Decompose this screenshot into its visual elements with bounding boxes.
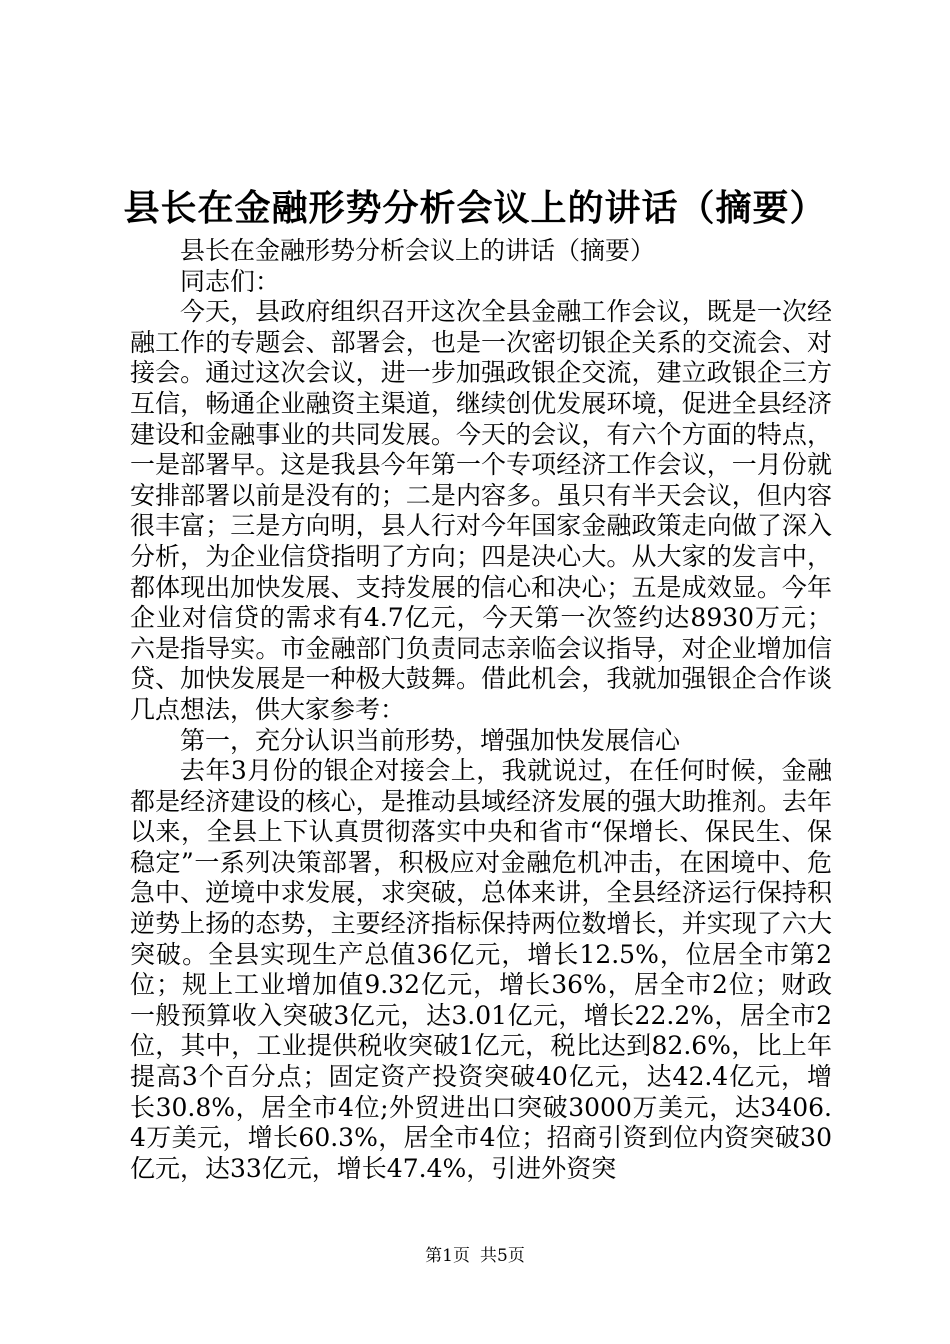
page-footer [0,1245,950,1267]
document-body [130,236,832,1184]
page-number: 第1页 [425,1246,470,1266]
body-paragraph: 今天，县政府组织召开这次全县金融工作会议，既是一次经融工作的专题会、部署会，也是一次密切银企关系的交流会、对接会。通过这次会议，进一步加强政银企交流，建立政银企三方互信，畅通企业融资主渠道，继续创优发展环境，促进全县经济建设和金融事业的共同发展。今天的会议，有六个方面的特点，一是部署早。这是我县今年第一个专项经济工作会议，一月份就安排部署以前是没有的；二是内容多。虽只有半天会议，但内容很丰富；三是方向明，县人行对今年国家金融政策走向做了深入分析，为企业信贷指明了方向；四是决心大。从大家的发言中，都体现出加快发展、支持发展的信心和决心；五是成效显。今年企业对信贷的需求有4.7亿元，今天第一次签约达8930万元；六是指导实。市金融部门负责同志亲临会议指导，对企业增加信贷、加快发展是一种极大鼓舞。借此机会，我就加强银企合作谈几点想法，供大家参考： [130,297,832,724]
page-total: 共5页 [480,1246,525,1266]
body-paragraph: 去年3月份的银企对接会上，我就说过，在任何时候，金融都是经济建设的核心，是推动县域经济发展的强大助推剂。去年以来，全县上下认真贯彻落实中央和省市“保增长、保民生、保稳定”一系列决策部署，积极应对金融危机冲击，在困境中、危急中、逆境中求发展，求突破，总体来讲，全县经济运行保持积逆势上扬的态势，主要经济指标保持两位数增长，并实现了六大突破。全县实现生产总值36亿元，增长12.5%，位居全市第2位；规上工业增加值9.32亿元，增长36%，居全市2位；财政一般预算收入突破3亿元，达3.01亿元，增长22.2%，居全市2位，其中，工业提供税收突破1亿元，税比达到82.6%，比上年提高3个百分点；固定资产投资突破40亿元，达42.4亿元，增长30.8%，居全市4位;外贸进出口突破3000万美元，达3406.4万美元，增长60.3%，居全市4位；招商引资到位内资突破30亿元，达33亿元，增长47.4%，引进外资突 [130,756,832,1183]
salutation-paragraph: 同志们： [180,266,281,296]
section-heading: 第一，充分认识当前形势，增强加快发展信心 [180,725,681,755]
subtitle-paragraph: 县长在金融形势分析会议上的讲话（摘要） [180,236,656,265]
document-title: 县长在金融形势分析会议上的讲话（摘要） [123,188,827,229]
